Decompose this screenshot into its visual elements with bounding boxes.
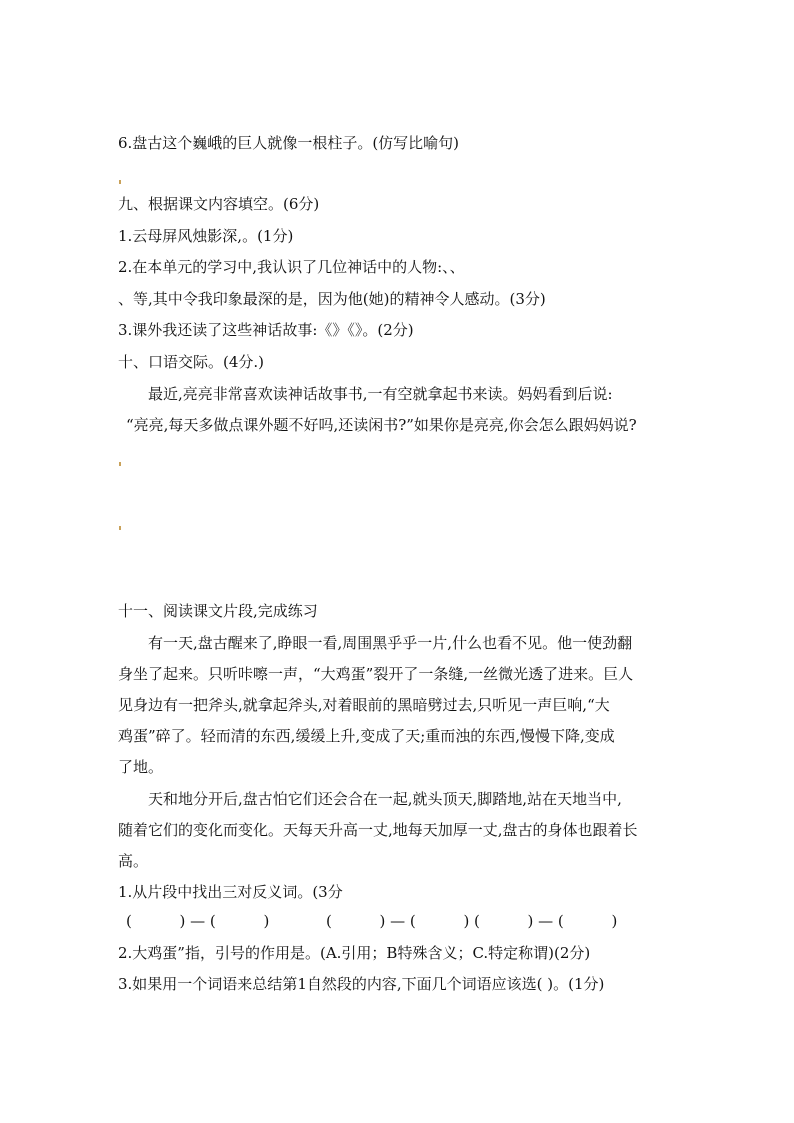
section-11-question-3: 3.如果用一个词语来总结第1自然段的内容,下面几个词语应该选( )。(1分) [118,975,605,993]
antonym-blank-pair-1[interactable]: ( ) — ( ) [126,912,270,930]
passage-paragraph-2-line-3: 高。 [118,852,149,870]
answer-mark [119,462,121,466]
passage-paragraph-2-line-1: 天和地分开后,盘古怕它们还会合在一起,就头顶天,脚踏地,站在天地当中, [148,790,622,808]
question-6: 6.盘古这个巍峨的巨人就像一根柱子。(仿写比喻句) [118,134,460,152]
passage-paragraph-1-line-5: 了地。 [118,758,164,776]
antonym-blank-pair-3[interactable]: ( ) — ( ) [474,912,618,930]
passage-paragraph-1-line-2: 身坐了起来。只听咔嚓一声，“大鸡蛋”裂开了一条缝,一丝微光透了进来。巨人 [118,665,634,683]
answer-mark [119,180,121,184]
answer-mark [119,526,121,530]
antonym-blank-pair-2[interactable]: ( ) — ( ) [326,912,470,930]
section-11-question-2: 2.大鸡蛋”指，引号的作用是。(A.引用；B特殊含义；C.特定称谓)(2分) [118,944,591,962]
passage-paragraph-1-line-3: 见身边有一把斧头,就拿起斧头,对着眼前的黑暗劈过去,只听见一声巨响,“大 [118,696,610,714]
section-9-question-1: 1.云母屏风烛影深,。(1分) [118,227,294,245]
section-9-question-2-line-1: 2.在本单元的学习中,我认识了几位神话中的人物:、、 [118,258,465,276]
section-11-title: 十一、阅读课文片段,完成练习 [118,602,318,620]
passage-paragraph-2-line-2: 随着它们的变化而变化。天每天升高一丈,地每天加厚一丈,盘古的身体也跟着长 [118,821,638,839]
section-11-question-1: 1.从片段中找出三对反义词。(3分 [118,883,343,901]
passage-paragraph-1-line-1: 有一天,盘古醒来了,睁眼一看,周围黑乎乎一片,什么也看不见。他一使劲翻 [148,634,633,652]
section-10-paragraph-line-2: “亮亮,每天多做点课外题不好吗,还读闲书?”如果你是亮亮,你会怎么跟妈妈说? [126,416,637,434]
section-9-question-3: 3.课外我还读了这些神话故事:《》《》。(2分) [118,321,414,339]
section-9-title: 九、根据课文内容填空。(6分) [118,195,320,213]
antonym-answer-row [126,914,666,932]
section-10-paragraph-line-1: 最近,亮亮非常喜欢读神话故事书,一有空就拿起书来读。妈妈看到后说: [148,385,613,403]
passage-paragraph-1-line-4: 鸡蛋”碎了。轻而清的东西,缓缓上升,变成了天;重而浊的东西,慢慢下降,变成 [118,727,615,745]
section-10-title: 十、口语交际。(4分.) [118,353,265,371]
section-9-question-2-line-2: 、等,其中令我印象最深的是，因为他(她)的精神令人感动。(3分) [118,290,546,308]
